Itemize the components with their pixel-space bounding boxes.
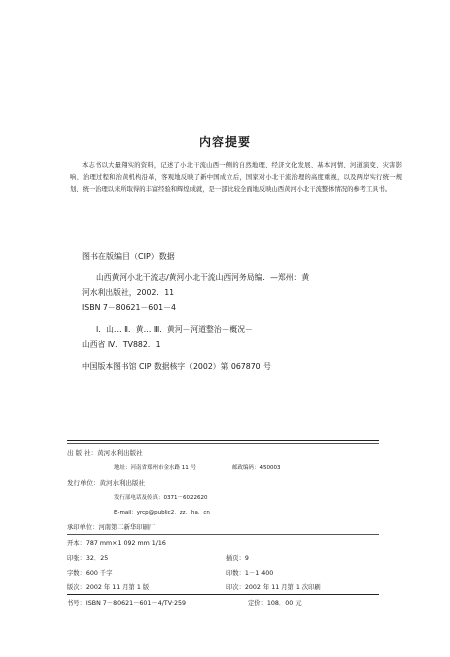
imprint-publisher: 出 版 社：黄河水利出版社 [67, 449, 143, 457]
imprint-insert-pages: 插页：9 [226, 555, 249, 562]
cip-subject-line-1: Ⅰ．山… Ⅱ．黄… Ⅲ．黄河－河道整治－概况－ [96, 325, 253, 334]
imprint-print-count: 印数：1－1 400 [226, 570, 274, 577]
cip-heading: 图书在版编目（CIP）数据 [82, 252, 175, 261]
cip-record-line-1: 山西黄河小北干流志/黄河小北干流山西河务局编．—郑州：黄 [96, 273, 310, 282]
cip-check-number: 中国版本图书馆 CIP 数据核字（2002）第 067870 号 [82, 362, 271, 371]
imprint-bottom-rule [67, 594, 379, 595]
imprint-phone: 发行部电话及传真：0371－6022620 [114, 495, 208, 501]
imprint-postcode: 邮政编码：450003 [232, 465, 281, 471]
imprint-edition: 版次：2002 年 11 月第 1 版 [67, 584, 150, 591]
cip-record-line-2: 河水利出版社，2002．11 [82, 288, 175, 297]
imprint-distributor: 发行单位：黄河水利出版社 [67, 479, 145, 487]
imprint-divider [67, 534, 379, 535]
imprint-print-time: 印次：2002 年 11 月第 1 次印刷 [226, 584, 321, 591]
imprint-words: 字数：600 千字 [67, 570, 113, 577]
imprint-top-rule [67, 440, 379, 441]
cip-subject-line-2: 山西省 Ⅳ．TV882．1 [82, 340, 161, 349]
imprint-price: 定价：108．00 元 [248, 600, 302, 607]
summary-body: 本志书以大量翔实的资料，记述了小北干流山西一侧的自然地理、经济文化发展、基本河情、河道演变、灾害影响、治理过程和治黄机构沿革，客观地反映了新中国成立后，国家对小北干流治理的高度重视，以及两岸实行统一规划、统一治理以来所取得的丰富经验和辉煌成就，是一部比较全面地反映山西黄河小北干流整体情况的参考工具书。 [70, 162, 402, 193]
imprint-book-number: 书号：ISBN 7－80621－601－4/TV·259 [67, 600, 187, 607]
cip-isbn: ISBN 7－80621－601－4 [82, 303, 176, 312]
imprint-email: E-mail：yrcp@public2．zz．ha．cn [114, 510, 210, 516]
imprint-top-rule-inner [67, 443, 379, 444]
imprint-address: 地址：河南省郑州市金水路 11 号 [114, 465, 196, 471]
imprint-sheets: 印张：32．25 [67, 555, 109, 562]
imprint-printer: 承印单位：河南第二新华印刷厂 [67, 524, 156, 531]
summary-title: 内容提要 [198, 135, 251, 149]
imprint-format: 开本：787 mm×1 092 mm 1/16 [67, 540, 166, 547]
